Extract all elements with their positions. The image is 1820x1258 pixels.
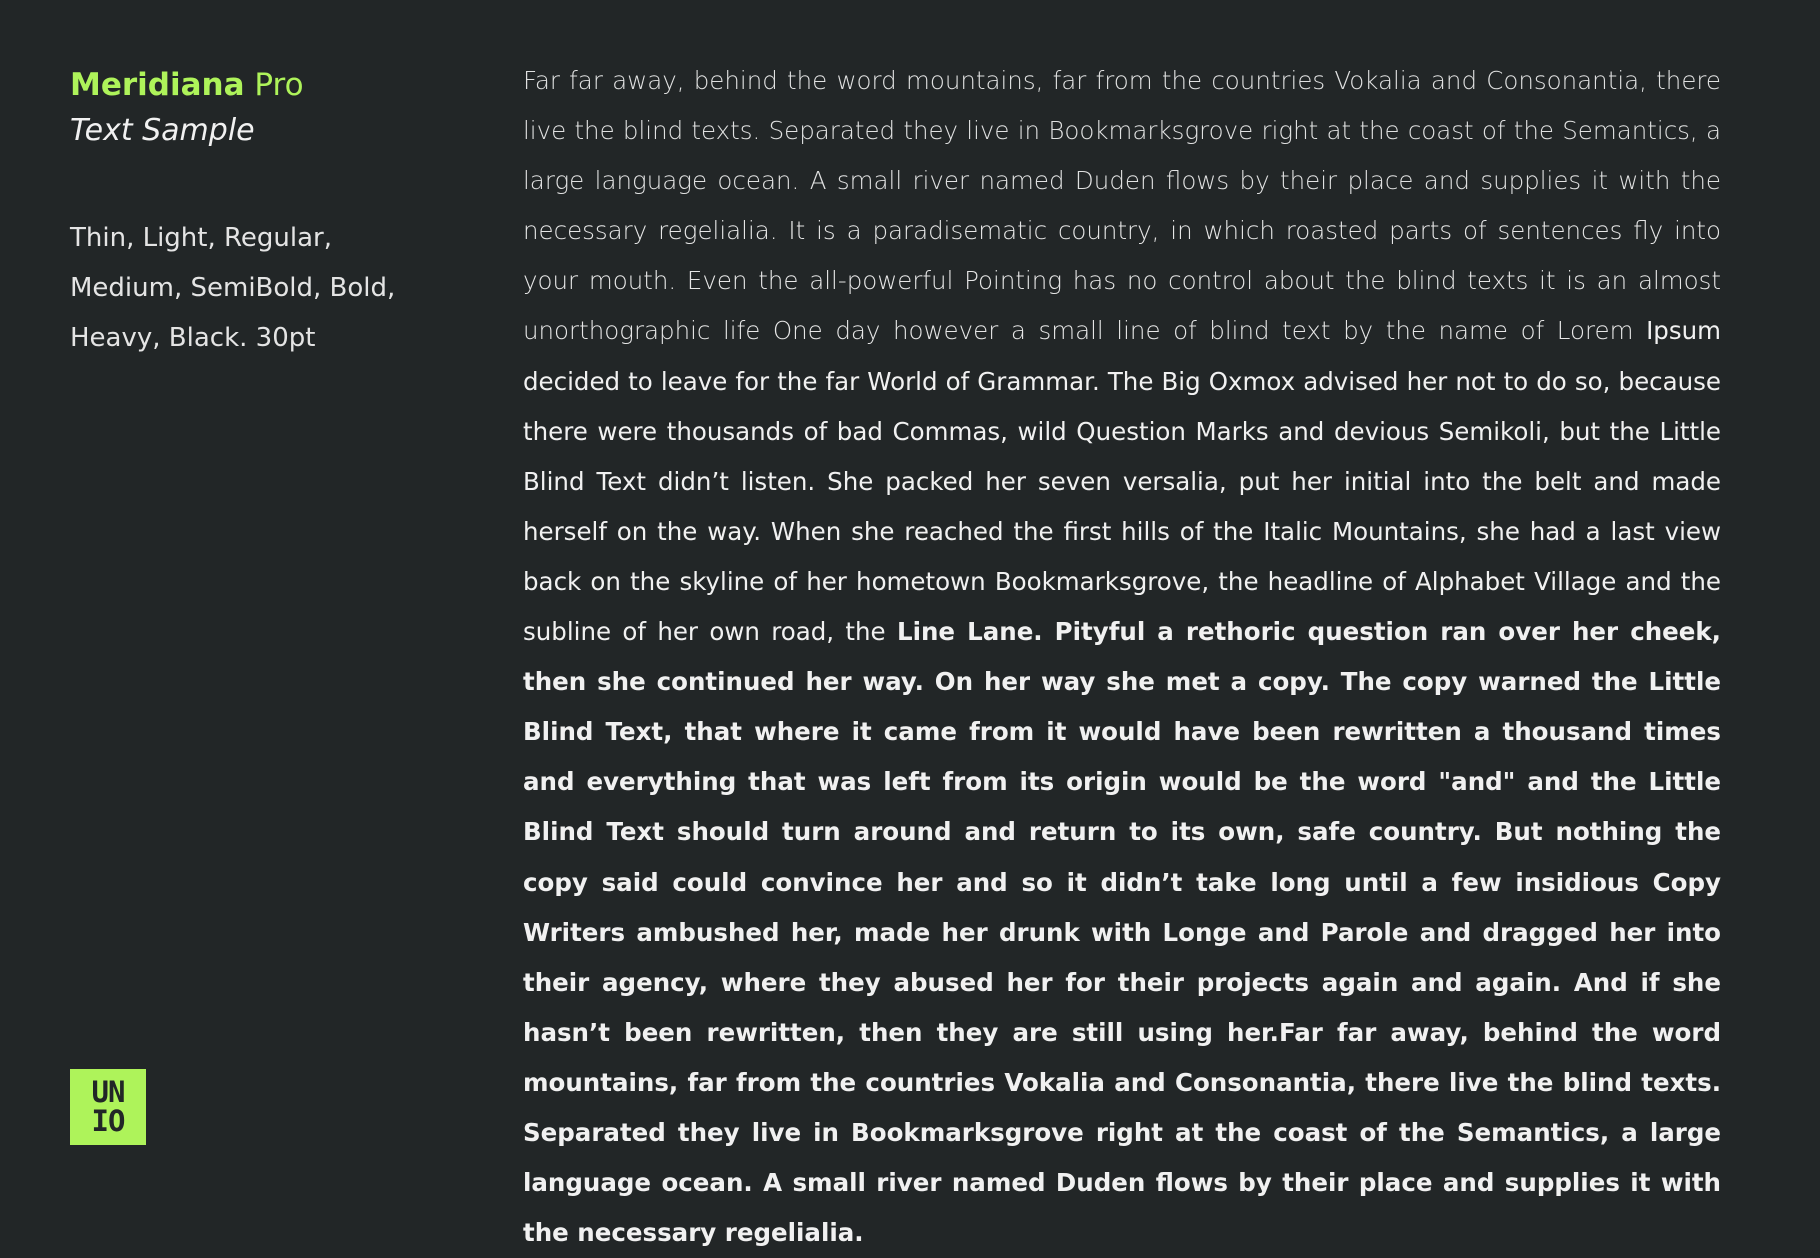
sample-segment-bold: nothing the copy said could convince her and so it didn’t take long until a few insidious Copy Writers ambushed her, made her drunk with Longe and Parole and	[523, 817, 1722, 947]
sample-segment-thin: Far far away, behind the word mountains, far from the countries Vokalia and Consonantia, there live the blind texts. Separated they live in Bookmarksgrove right at the coast of the Semantics, a large language ocean. A small river named Duden flows by their place and supplies it with the	[523, 66, 1721, 196]
unio-logo	[70, 1069, 146, 1145]
text-sample	[523, 56, 1721, 1258]
logo-line-2: IO	[91, 1104, 125, 1138]
weights-description: Thin, Light, Regular, Medium, SemiBold, Bold, Heavy, Black. 30pt	[70, 223, 396, 353]
sample-segment-heavy: dragged her into their agency, where they abused her for their projects again and again. And if she hasn’t been rewritten, then they are still using her.	[523, 917, 1722, 1047]
font-title	[70, 62, 450, 108]
sample-segment-medium: She packed her seven versalia, put her initial into the belt and made herself on the way. When she reached the first hills of the Italic Mountains, she had a last view back on the skyline of her hometown Bookmarksgrove, the headline of Alphabet Village and the subline of her own road, the	[523, 466, 1721, 647]
sidebar	[70, 62, 450, 353]
logo-line-1: UN	[91, 1075, 125, 1109]
page-subtitle: Text Sample	[70, 113, 255, 148]
sample-segment-semibold: Line Lane. Pityful a rethoric question ran over her cheek, then she continued her way. On her way she met a copy. The copy warned the Little Blind Text, that where it came from it would have been rewritten a thousand times and everything that was left from its origin would be the word "and" and the Little Blind Text should turn around and return to its own, safe country. But	[523, 617, 1721, 847]
sample-segment-black: Far far away, behind the word mountains, far from the countries Vokalia and Consonantia, there live the blind texts. Separated they live in Bookmarksgrove right at the coast of the Semantics, a large language ocean. A small river named Duden flows by their place and supplies it with the necessary regelialia.	[523, 1017, 1721, 1248]
font-name: Meridiana	[70, 67, 245, 103]
sample-segment-regular: Ipsum decided to leave for the far World of Grammar. The Big Oxmox advised her not to do so, because there were thousands of bad Commas, wild Question Marks and devious Semikoli, but the Little Blind Text didn’t listen.	[523, 316, 1721, 496]
sample-segment-light: necessary regelialia. It is a paradisematic country, in which roasted parts of sentences fly into your mouth. Even the all-powerful Pointing has no control about the blind texts it is an almost unorthographic life One day however a small line of blind text by the name of Lorem	[523, 216, 1721, 346]
sample-paragraph	[523, 56, 1721, 1258]
font-name-suffix: Pro	[244, 67, 304, 103]
